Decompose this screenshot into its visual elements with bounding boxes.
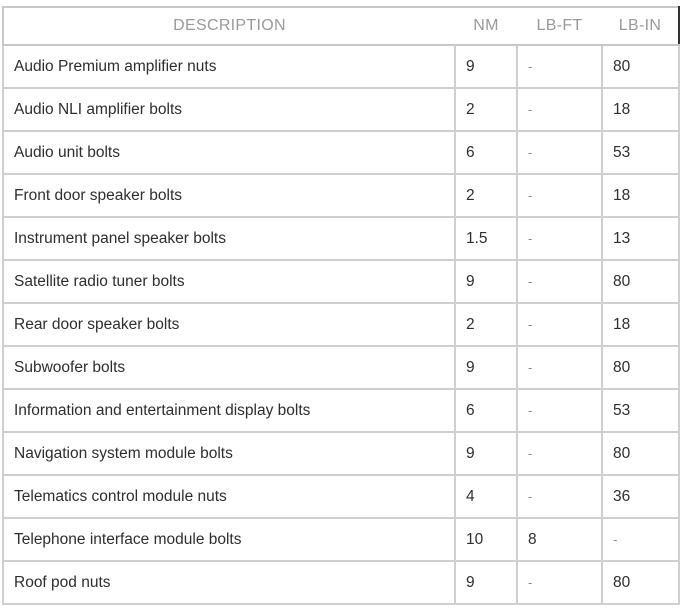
table-row	[3, 518, 679, 561]
cell-nm: 6	[455, 131, 517, 174]
cell-lb-in: 13	[602, 217, 679, 260]
cell-description: Telephone interface module bolts	[3, 518, 455, 561]
table-header	[3, 7, 679, 45]
cell-nm: 1.5	[455, 217, 517, 260]
cell-description: Satellite radio tuner bolts	[3, 260, 455, 303]
cell-lb-ft: -	[517, 389, 602, 432]
cell-lb-in: 18	[602, 303, 679, 346]
cell-lb-ft: -	[517, 217, 602, 260]
cell-lb-ft: -	[517, 88, 602, 131]
cell-lb-in: 80	[602, 561, 679, 604]
table-row	[3, 174, 679, 217]
cell-lb-ft: 8	[517, 518, 602, 561]
cell-description: Audio unit bolts	[3, 131, 455, 174]
column-header-description: DESCRIPTION	[3, 7, 455, 45]
cell-description: Instrument panel speaker bolts	[3, 217, 455, 260]
cell-description: Roof pod nuts	[3, 561, 455, 604]
table-row	[3, 303, 679, 346]
table-row	[3, 346, 679, 389]
table-row	[3, 389, 679, 432]
torque-specification-table	[2, 6, 680, 605]
cell-description: Front door speaker bolts	[3, 174, 455, 217]
table-row	[3, 45, 679, 88]
cell-lb-ft: -	[517, 45, 602, 88]
cell-nm: 9	[455, 45, 517, 88]
cell-description: Information and entertainment display bolts	[3, 389, 455, 432]
column-header-lb-ft: LB-FT	[517, 7, 602, 45]
cell-lb-in: -	[602, 518, 679, 561]
cell-nm: 10	[455, 518, 517, 561]
cell-nm: 9	[455, 432, 517, 475]
cell-lb-in: 18	[602, 88, 679, 131]
table-row	[3, 131, 679, 174]
cell-nm: 4	[455, 475, 517, 518]
table-body	[3, 45, 679, 604]
cell-lb-in: 80	[602, 432, 679, 475]
cell-description: Audio Premium amplifier nuts	[3, 45, 455, 88]
cell-nm: 2	[455, 174, 517, 217]
cell-description: Telematics control module nuts	[3, 475, 455, 518]
cell-nm: 9	[455, 561, 517, 604]
cell-lb-ft: -	[517, 131, 602, 174]
cell-nm: 2	[455, 88, 517, 131]
cell-description: Rear door speaker bolts	[3, 303, 455, 346]
column-header-nm: NM	[455, 7, 517, 45]
table-row	[3, 217, 679, 260]
header-row	[3, 7, 679, 45]
cell-lb-in: 80	[602, 260, 679, 303]
cell-description: Navigation system module bolts	[3, 432, 455, 475]
cell-nm: 9	[455, 346, 517, 389]
cell-lb-ft: -	[517, 561, 602, 604]
column-header-lb-in: LB-IN	[602, 7, 679, 45]
table-row	[3, 88, 679, 131]
cell-lb-ft: -	[517, 475, 602, 518]
cell-lb-in: 53	[602, 389, 679, 432]
cell-lb-in: 36	[602, 475, 679, 518]
table-row	[3, 432, 679, 475]
cell-lb-in: 80	[602, 45, 679, 88]
cell-lb-ft: -	[517, 174, 602, 217]
cell-lb-ft: -	[517, 260, 602, 303]
cell-lb-ft: -	[517, 432, 602, 475]
cell-lb-ft: -	[517, 346, 602, 389]
cell-lb-in: 53	[602, 131, 679, 174]
cell-lb-in: 18	[602, 174, 679, 217]
table-row	[3, 561, 679, 604]
cell-nm: 9	[455, 260, 517, 303]
cell-nm: 6	[455, 389, 517, 432]
cell-description: Audio NLI amplifier bolts	[3, 88, 455, 131]
table-row	[3, 475, 679, 518]
cell-description: Subwoofer bolts	[3, 346, 455, 389]
table-row	[3, 260, 679, 303]
cell-nm: 2	[455, 303, 517, 346]
cell-lb-ft: -	[517, 303, 602, 346]
cell-lb-in: 80	[602, 346, 679, 389]
